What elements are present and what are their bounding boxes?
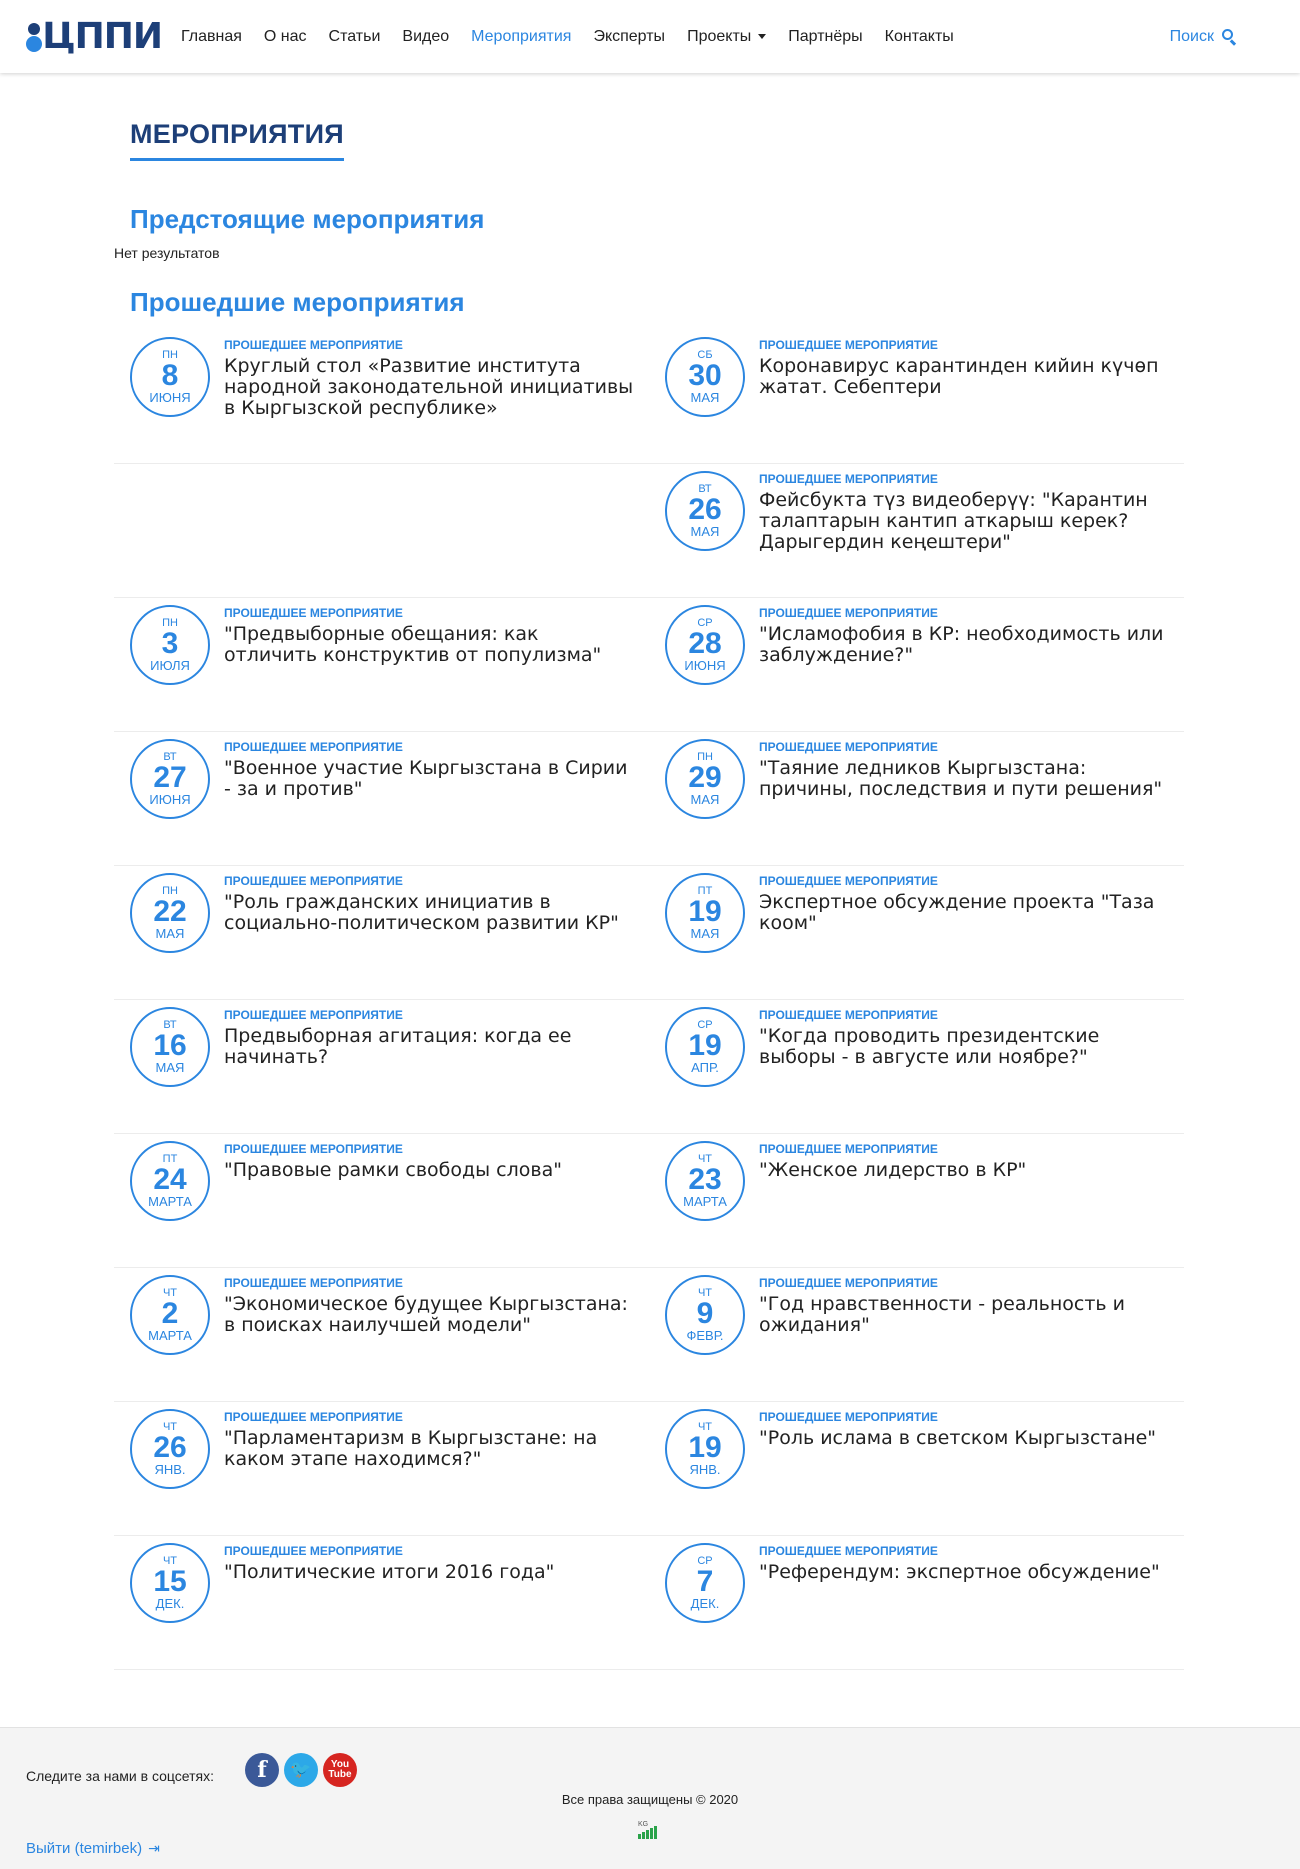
event-row <box>114 1536 1184 1670</box>
event-day: 2 <box>161 1297 179 1330</box>
event-body <box>224 1276 634 1336</box>
logo-text: ЦППИ <box>42 16 162 57</box>
event-day: 24 <box>153 1163 187 1196</box>
twitter-icon[interactable]: 🐦 <box>284 1753 318 1787</box>
event-month: ДЕК. <box>690 1596 720 1611</box>
event-category-label: ПРОШЕДШЕЕ МЕРОПРИЯТИЕ <box>224 338 403 352</box>
event-body <box>759 1544 1169 1583</box>
event-title-link[interactable]: Круглый стол «Развитие института народной законодательной инициативы в Кыргызской республике» <box>224 355 634 419</box>
event-date-badge <box>665 471 745 551</box>
event-month: МАЯ <box>690 926 720 941</box>
event-card[interactable] <box>649 1268 1184 1402</box>
event-card[interactable] <box>114 1268 649 1402</box>
event-weekday: ВТ <box>163 1019 177 1031</box>
event-card[interactable] <box>649 464 1184 598</box>
event-day: 19 <box>688 895 722 928</box>
event-weekday: ЧТ <box>162 1555 178 1567</box>
facebook-icon[interactable]: f <box>245 1753 279 1787</box>
event-month: МАЯ <box>155 1060 185 1075</box>
event-title-link[interactable]: Коронавирус карантинден кийин күчөп жатат. Себептери <box>759 355 1159 398</box>
event-weekday: ЧТ <box>697 1287 713 1299</box>
event-category-label: ПРОШЕДШЕЕ МЕРОПРИЯТИЕ <box>224 740 403 754</box>
past-events-list <box>114 330 1184 1670</box>
nav-item-label: Статьи <box>328 27 381 45</box>
no-results-text: Нет результатов <box>114 245 220 261</box>
event-weekday: СР <box>697 1019 713 1031</box>
nav-item-6[interactable] <box>687 28 766 46</box>
event-category-label: ПРОШЕДШЕЕ МЕРОПРИЯТИЕ <box>224 1276 403 1290</box>
event-month: МАРТА <box>148 1328 192 1343</box>
event-card[interactable] <box>114 732 649 866</box>
event-day: 29 <box>688 761 722 794</box>
event-month: ЯНВ. <box>154 1462 186 1477</box>
event-date-badge <box>665 739 745 819</box>
event-card[interactable] <box>649 1000 1184 1134</box>
nav-item-5[interactable] <box>593 28 665 46</box>
event-body <box>759 1008 1169 1068</box>
event-title-link[interactable]: "Год нравственности - реальность и ожидания" <box>759 1293 1126 1336</box>
event-date-badge <box>130 1141 210 1221</box>
event-category-label: ПРОШЕДШЕЕ МЕРОПРИЯТИЕ <box>224 1410 403 1424</box>
event-date-badge <box>665 873 745 953</box>
event-month: МАЯ <box>690 792 720 807</box>
event-body <box>759 874 1169 934</box>
event-date-badge <box>130 605 210 685</box>
nav-item-label: Партнёры <box>788 27 863 45</box>
event-day: 8 <box>161 359 179 392</box>
event-month: МАЯ <box>690 524 720 539</box>
event-card[interactable] <box>114 1000 649 1134</box>
event-date-badge <box>665 1007 745 1087</box>
event-day: 9 <box>696 1297 714 1330</box>
event-date-badge <box>130 1275 210 1355</box>
event-row <box>114 866 1184 1000</box>
event-body <box>224 874 634 934</box>
event-body <box>224 1142 634 1181</box>
upcoming-events-title: Предстоящие мероприятия <box>130 204 485 234</box>
social-links <box>245 1753 362 1787</box>
event-month: АПР. <box>691 1060 719 1075</box>
event-body <box>224 338 634 419</box>
event-title-link[interactable]: "Таяние ледников Кыргызстана: причины, последствия и пути решения" <box>759 757 1163 800</box>
event-title-link[interactable]: "Политические итоги 2016 года" <box>224 1561 555 1583</box>
event-title-link[interactable]: "Референдум: экспертное обсуждение" <box>759 1561 1160 1583</box>
event-category-label: ПРОШЕДШЕЕ МЕРОПРИЯТИЕ <box>224 1008 403 1022</box>
event-date-badge <box>130 1007 210 1087</box>
site-logo[interactable] <box>26 16 162 57</box>
event-weekday: ЧТ <box>697 1153 713 1165</box>
event-category-label: ПРОШЕДШЕЕ МЕРОПРИЯТИЕ <box>759 1544 938 1558</box>
event-weekday: ПН <box>162 617 178 629</box>
event-day: 16 <box>153 1029 187 1062</box>
event-body <box>759 338 1169 398</box>
event-category-label: ПРОШЕДШЕЕ МЕРОПРИЯТИЕ <box>759 1142 938 1156</box>
event-date-badge <box>130 739 210 819</box>
logout-label: Выйти (temirbek) <box>26 1840 143 1857</box>
event-day: 28 <box>688 627 722 660</box>
event-title-link[interactable]: "Женское лидерство в КР" <box>759 1159 1027 1181</box>
nav-item-3[interactable] <box>402 28 449 46</box>
nav-item-4[interactable] <box>471 28 571 46</box>
event-day: 26 <box>688 493 722 526</box>
event-row <box>114 330 1184 464</box>
event-month: МАЯ <box>690 390 720 405</box>
event-row <box>114 1268 1184 1402</box>
event-day: 30 <box>688 359 722 392</box>
event-body <box>224 606 634 666</box>
nav-item-label: Проекты <box>687 27 752 45</box>
event-body <box>224 1410 634 1470</box>
event-date-badge <box>665 1543 745 1623</box>
event-day: 26 <box>153 1431 187 1464</box>
event-weekday: ПТ <box>162 1153 178 1165</box>
event-date-badge <box>665 337 745 417</box>
logout-link[interactable] <box>26 1840 160 1857</box>
event-body <box>224 1008 634 1068</box>
event-card[interactable] <box>649 732 1184 866</box>
event-category-label: ПРОШЕДШЕЕ МЕРОПРИЯТИЕ <box>759 740 938 754</box>
search-label: Поиск <box>1169 27 1214 45</box>
event-row <box>114 1402 1184 1536</box>
nav-item-label: Контакты <box>884 27 954 45</box>
event-month: ИЮНЯ <box>149 792 191 807</box>
nav-item-2[interactable] <box>329 28 381 46</box>
counter-label: KG <box>638 1821 649 1828</box>
event-body <box>759 1276 1169 1336</box>
event-day: 27 <box>153 761 187 794</box>
event-card[interactable] <box>649 1134 1184 1268</box>
event-weekday: ПН <box>697 751 713 763</box>
event-title-link[interactable]: "Парламентаризм в Кыргызстане: на каком этапе находимся?" <box>224 1427 598 1470</box>
event-weekday: ПН <box>162 349 178 361</box>
logo-dots-icon <box>26 19 42 55</box>
event-card-empty <box>114 464 649 598</box>
event-weekday: ЧТ <box>697 1421 713 1433</box>
event-card[interactable] <box>649 1402 1184 1536</box>
event-card[interactable] <box>649 330 1184 464</box>
event-month: МАРТА <box>683 1194 727 1209</box>
event-category-label: ПРОШЕДШЕЕ МЕРОПРИЯТИЕ <box>224 606 403 620</box>
event-month: ИЮНЯ <box>684 658 726 673</box>
event-weekday: ЧТ <box>162 1421 178 1433</box>
site-counter-icon[interactable] <box>636 1821 660 1839</box>
event-category-label: ПРОШЕДШЕЕ МЕРОПРИЯТИЕ <box>759 472 938 486</box>
event-weekday: ПН <box>162 885 178 897</box>
event-row <box>114 1000 1184 1134</box>
event-day: 3 <box>161 627 179 660</box>
event-month: ИЮНЯ <box>149 390 191 405</box>
event-card[interactable] <box>649 1536 1184 1670</box>
event-row <box>114 464 1184 598</box>
event-card[interactable] <box>114 1536 649 1670</box>
follow-us-text: Следите за нами в соцсетях: <box>26 1768 214 1784</box>
event-day: 22 <box>153 895 187 928</box>
logout-icon: ⇥ <box>148 1840 160 1856</box>
event-weekday: СР <box>697 1555 713 1567</box>
caret-down-icon <box>758 34 766 39</box>
nav-item-7[interactable] <box>788 28 862 46</box>
event-day: 23 <box>688 1163 722 1196</box>
event-day: 19 <box>688 1029 722 1062</box>
event-category-label: ПРОШЕДШЕЕ МЕРОПРИЯТИЕ <box>224 1142 403 1156</box>
event-category-label: ПРОШЕДШЕЕ МЕРОПРИЯТИЕ <box>759 1410 938 1424</box>
nav-item-label: Эксперты <box>593 27 666 45</box>
event-category-label: ПРОШЕДШЕЕ МЕРОПРИЯТИЕ <box>224 874 403 888</box>
past-events-title: Прошедшие мероприятия <box>130 287 465 317</box>
nav-item-label: О нас <box>263 27 307 45</box>
event-month: МАЯ <box>155 926 185 941</box>
event-title-link[interactable]: Предвыборная агитация: когда ее начинать? <box>224 1025 572 1068</box>
event-month: ЯНВ. <box>689 1462 721 1477</box>
site-header <box>0 0 1300 73</box>
event-weekday: ПТ <box>697 885 713 897</box>
event-month: ИЮЛЯ <box>150 658 190 673</box>
event-title-link[interactable]: "Предвыборные обещания: как отличить конструктив от популизма" <box>224 623 602 666</box>
event-body <box>759 740 1169 800</box>
nav-item-8[interactable] <box>885 28 954 46</box>
nav-item-1[interactable] <box>264 28 307 46</box>
event-category-label: ПРОШЕДШЕЕ МЕРОПРИЯТИЕ <box>759 606 938 620</box>
event-body <box>759 606 1169 666</box>
event-title-link[interactable]: Экспертное обсуждение проекта "Таза коом" <box>759 891 1155 934</box>
event-body <box>759 1410 1169 1449</box>
nav-item-label: Главная <box>181 27 242 45</box>
event-title-link[interactable]: "Экономическое будущее Кыргызстана: в поисках наилучшей модели" <box>224 1293 628 1336</box>
event-row <box>114 598 1184 732</box>
event-card[interactable] <box>649 866 1184 1000</box>
nav-item-label: Видео <box>402 27 450 45</box>
event-card[interactable] <box>114 598 649 732</box>
event-body <box>224 1544 634 1583</box>
event-month: МАРТА <box>148 1194 192 1209</box>
event-category-label: ПРОШЕДШЕЕ МЕРОПРИЯТИЕ <box>224 1544 403 1558</box>
nav-item-label: Мероприятия <box>471 27 572 45</box>
event-day: 19 <box>688 1431 722 1464</box>
event-row <box>114 1134 1184 1268</box>
event-month: ДЕК. <box>155 1596 185 1611</box>
event-title-link[interactable]: "Военное участие Кыргызстана в Сирии - за и против" <box>224 757 628 800</box>
event-day: 7 <box>696 1565 714 1598</box>
event-weekday: СР <box>697 617 713 629</box>
event-month: ФЕВР. <box>686 1328 724 1343</box>
event-date-badge <box>665 1141 745 1221</box>
event-row <box>114 732 1184 866</box>
event-category-label: ПРОШЕДШЕЕ МЕРОПРИЯТИЕ <box>759 1008 938 1022</box>
event-card[interactable] <box>114 866 649 1000</box>
event-title-link[interactable]: "Правовые рамки свободы слова" <box>224 1159 562 1181</box>
youtube-icon[interactable]: You Tube <box>323 1753 357 1787</box>
copyright-text: Все права защищены © 2020 <box>561 1792 739 1807</box>
event-category-label: ПРОШЕДШЕЕ МЕРОПРИЯТИЕ <box>759 874 938 888</box>
event-date-badge <box>130 1409 210 1489</box>
event-body <box>759 472 1169 553</box>
event-body <box>759 1142 1169 1181</box>
event-title-link[interactable]: Фейсбукта түз видеоберүү: "Карантин талаптарын кантип аткарыш керек? Дарыгердин кеңештери" <box>759 489 1148 553</box>
event-card[interactable] <box>114 330 649 464</box>
event-card[interactable] <box>649 598 1184 732</box>
event-date-badge <box>130 337 210 417</box>
event-weekday: ЧТ <box>162 1287 178 1299</box>
event-body <box>224 740 634 800</box>
event-date-badge <box>130 1543 210 1623</box>
event-title-link[interactable]: "Исламофобия в КР: необходимость или заблуждение?" <box>759 623 1164 666</box>
event-category-label: ПРОШЕДШЕЕ МЕРОПРИЯТИЕ <box>759 338 938 352</box>
event-weekday: СБ <box>697 349 713 361</box>
event-date-badge <box>130 873 210 953</box>
main-nav <box>181 0 976 73</box>
event-date-badge <box>665 1409 745 1489</box>
event-weekday: ВТ <box>698 483 712 495</box>
page-title: МЕРОПРИЯТИЯ <box>130 119 344 161</box>
event-day: 15 <box>153 1565 187 1598</box>
nav-item-0[interactable] <box>181 28 242 46</box>
event-title-link[interactable]: "Роль гражданских инициатив в социально-политическом развитии КР" <box>224 891 619 934</box>
event-title-link[interactable]: "Роль ислама в светском Кыргызстане" <box>759 1427 1157 1449</box>
event-date-badge <box>665 1275 745 1355</box>
event-title-link[interactable]: "Когда проводить президентские выборы - в августе или ноябре?" <box>759 1025 1100 1068</box>
event-date-badge <box>665 605 745 685</box>
site-footer <box>0 1727 1300 1869</box>
search-button[interactable] <box>1170 0 1237 73</box>
event-card[interactable] <box>114 1134 649 1268</box>
event-card[interactable] <box>114 1402 649 1536</box>
event-category-label: ПРОШЕДШЕЕ МЕРОПРИЯТИЕ <box>759 1276 938 1290</box>
search-icon <box>1222 29 1237 44</box>
event-weekday: ВТ <box>163 751 177 763</box>
